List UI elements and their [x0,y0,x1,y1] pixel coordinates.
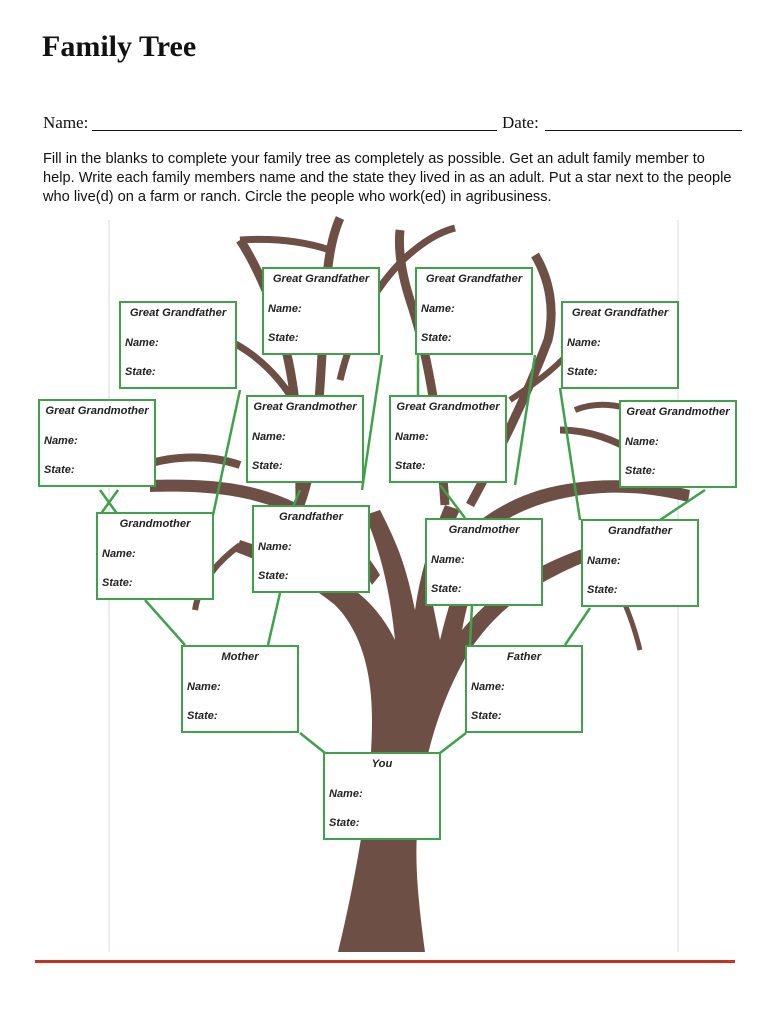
box-title: Grandfather [278,511,344,523]
mother-box[interactable] [181,645,299,733]
name-field-label: Name: [44,435,78,447]
box-title: Mother [221,651,259,663]
state-field-label: State: [625,465,656,477]
state-field-label: State: [471,710,502,722]
state-field-label: State: [567,366,598,378]
name-field-label: Name: [625,436,659,448]
father-box[interactable] [465,645,583,733]
great-grandfather-box[interactable] [262,267,380,355]
box-title: Great Grandfather [272,273,370,285]
name-field-label: Name: [258,541,292,553]
great-grandmother-box[interactable] [38,399,156,487]
name-field-label: Name: [431,554,465,566]
box-title: Great Grandfather [425,273,523,285]
grandmother-box[interactable] [425,518,543,606]
name-field-label: Name: [395,431,429,443]
name-field-label: Name: [252,431,286,443]
box-title: Grandmother [119,518,191,530]
name-field-label: Name: [187,681,221,693]
you-box[interactable] [323,752,441,840]
name-field-label: Name: [125,337,159,349]
great-grandfather-box[interactable] [561,301,679,389]
name-field-label: Name: [268,303,302,315]
state-field-label: State: [258,570,289,582]
instructions-text: Fill in the blanks to complete your family tree as completely as possible. Get an adult family member to help. Write each family members name and the state they lived in as an adult. Put a star next to the people who live(d) on a farm or ranch. Circle the people who work(ed) in agribusiness. [43,151,732,205]
date-label: Date: [502,113,539,132]
state-field-label: State: [252,460,283,472]
box-title: Grandmother [448,524,520,536]
state-field-label: State: [187,710,218,722]
state-field-label: State: [329,817,360,829]
footer-rule [35,960,735,963]
name-field-label: Name: [421,303,455,315]
page-title: Family Tree [42,30,197,63]
state-field-label: State: [431,583,462,595]
great-grandfather-box[interactable] [119,301,237,389]
box-title: You [371,758,393,770]
box-title: Father [506,651,542,663]
box-title: Great Grandmother [45,405,149,417]
name-field-label: Name: [567,337,601,349]
name-field-label: Name: [471,681,505,693]
name-field-label: Name: [329,788,363,800]
state-field-label: State: [421,332,452,344]
name-label: Name: [43,113,89,132]
box-title: Great Grandmother [396,401,500,413]
state-field-label: State: [44,464,75,476]
name-field-label: Name: [102,548,136,560]
great-grandmother-box[interactable] [619,400,737,488]
box-title: Great Grandmother [626,406,730,418]
box-title: Grandfather [607,525,673,537]
great-grandmother-box[interactable] [389,395,507,483]
grandfather-box[interactable] [252,505,370,593]
name-field-label: Name: [587,555,621,567]
state-field-label: State: [587,584,618,596]
state-field-label: State: [268,332,299,344]
great-grandfather-box[interactable] [415,267,533,355]
box-title: Great Grandfather [571,307,669,319]
grandfather-box[interactable] [581,519,699,607]
state-field-label: State: [395,460,426,472]
box-title: Great Grandmother [253,401,357,413]
state-field-label: State: [125,366,156,378]
grandmother-box[interactable] [96,512,214,600]
state-field-label: State: [102,577,133,589]
great-grandmother-box[interactable] [246,395,364,483]
box-title: Great Grandfather [129,307,227,319]
